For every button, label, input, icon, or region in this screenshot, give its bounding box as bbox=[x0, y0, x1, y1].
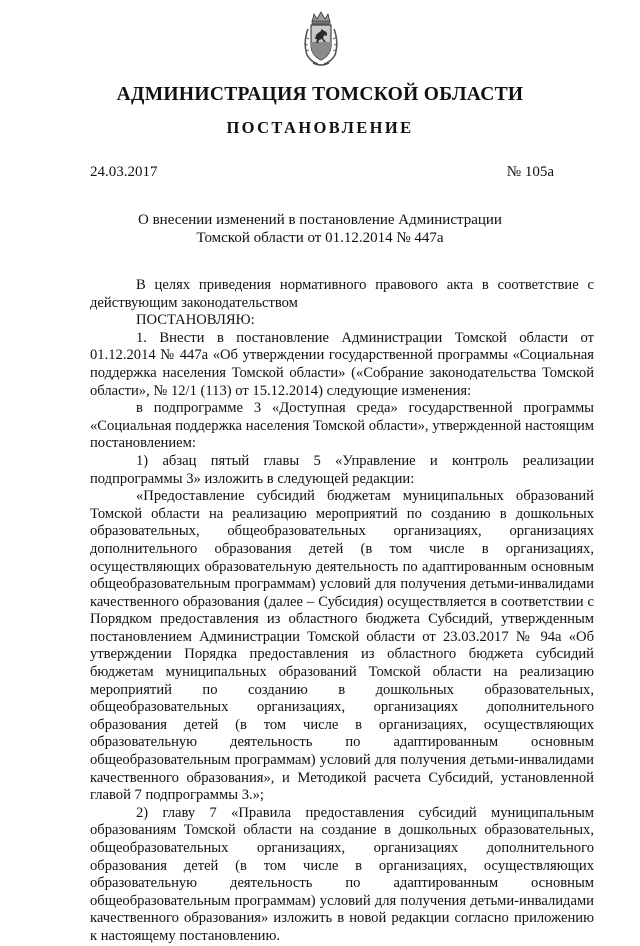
clause-1-paragraph: 1. Внести в постановление Администрации Томской области от 01.12.2014 № 447а «Об утверждении государственной программы «Социальная поддержка населения Томской области» («Собрание законодательства Томской области», № 12/1 (113) от 15.12.2014) следующие изменения: bbox=[90, 329, 594, 399]
document-body bbox=[90, 277, 594, 946]
item-2-paragraph: 2) главу 7 «Правила предоставления субсидий муниципальным образованиям Томской области на создание в дошкольных образовательных, общеобразовательных организациях, организациях дополнительного образования детей (в том числе в организациях, осуществляющих образовательную деятельность по адаптированным основным общеобразовательным программам) условий для получения детьми-инвалидами качественного образования» изложить в новой редакции согласно приложению к настоящему постановлению. bbox=[90, 804, 594, 944]
document-date: 24.03.2017 bbox=[90, 164, 158, 180]
document-subject bbox=[0, 211, 640, 247]
document-number: № 105а bbox=[506, 164, 554, 180]
organization-title: АДМИНИСТРАЦИЯ ТОМСКОЙ ОБЛАСТИ bbox=[116, 84, 524, 105]
quoted-text-paragraph: «Предоставление субсидий бюджетам муниципальных образований Томской области на реализацию мероприятий по созданию в дошкольных образовательных, общеобразовательных организациях, организациях дополнительного образования детей (в том числе в организациях, осуществляющих образовательную деятельность по адаптированным основным общеобразовательным программам) условий для получения детьми-инвалидами качественного образования (далее – Субсидия) осуществляется в соответствии с Порядком предоставления из областного бюджета Субсидий, утвержденным постановлением Администрации Томской области от 23.03.2017 № 94а «Об утверждении Порядка предоставления из областного бюджета субсидий бюджетам муниципальных образований Томской области на реализацию мероприятий по созданию в дошкольных образовательных, общеобразовательных организациях, организациях дополнительного образования детей (в том числе в организациях, осуществляющих образовательную деятельность по адаптированным основным общеобразовательным программам) условий для получения детьми-инвалидами качественного образования», и Методикой расчета Субсидий, установленной главой 7 подпрограммы 3.»; bbox=[90, 488, 594, 804]
item-1-paragraph: 1) абзац пятый главы 5 «Управление и контроль реализации подпрограммы 3» изложить в следующей редакции: bbox=[90, 452, 594, 487]
document-type-title: ПОСТАНОВЛЕНИЕ bbox=[226, 118, 414, 137]
subject-line: О внесении изменений в постановление Администрации bbox=[138, 212, 502, 228]
subprogram-paragraph: в подпрограмме 3 «Доступная среда» государственной программы «Социальная поддержка населения Томской области», утвержденной настоящим постановлением: bbox=[90, 400, 594, 452]
resolve-heading: ПОСТАНОВЛЯЮ: bbox=[136, 312, 255, 329]
subject-line: Томской области от 01.12.2014 № 447а bbox=[196, 230, 444, 246]
tomsk-region-coat-of-arms-icon bbox=[301, 9, 341, 69]
preamble-paragraph: В целях приведения нормативного правового акта в соответствие с действующим законодательством bbox=[90, 277, 594, 311]
